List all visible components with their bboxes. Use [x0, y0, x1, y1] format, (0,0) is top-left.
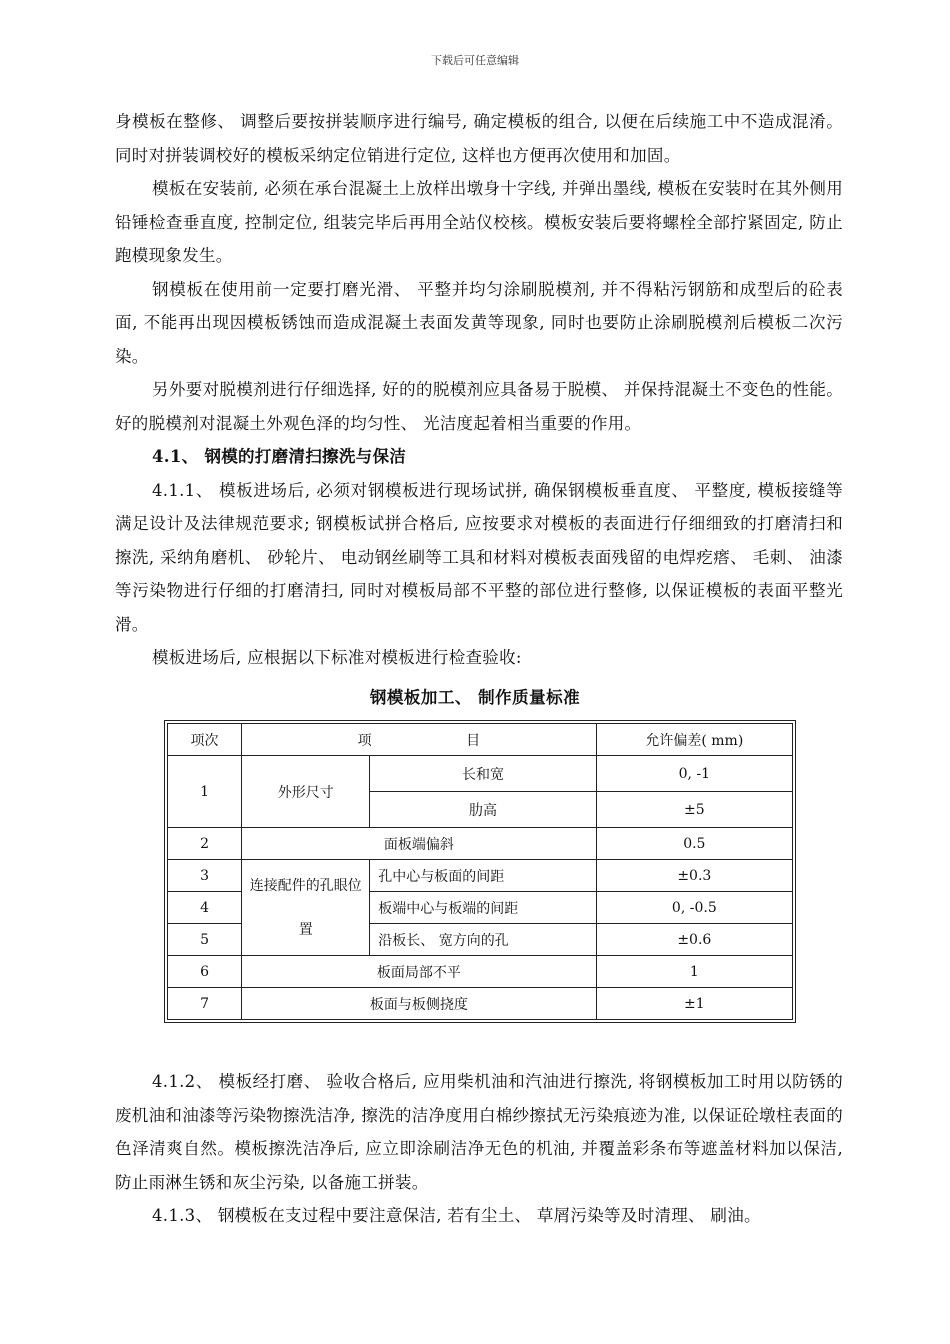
cell-tolerance: ±0.3 — [596, 860, 792, 892]
paragraph-4: 另外要对脱模剂进行仔细选择, 好的的脱模剂应具备易于脱模、 并保持混凝土不变色的性能。好的脱模剂对混凝土外观色泽的均匀性、 光洁度起着相当重要的作用。 — [115, 380, 843, 433]
header-tolerance: 允许偏差( mm) — [596, 724, 792, 756]
paragraph-1: 身模板在整修、 调整后要按拼装顺序进行编号, 确定模板的组合, 以便在后续施工中不造成混淆。同时对拼装调校好的模板采纳定位销进行定位, 这样也方便再次使用和加固。 — [115, 112, 843, 165]
paragraph-5: 4.1.1、 模板进场后, 必须对钢模板进行现场试拼, 确保钢模板垂直度、 平整度, 模板接缝等满足设计及法律规范要求; 钢模板试拼合格后, 应按要求对模板的表面进行仔细细致的打磨清扫和擦洗, 采纳角磨机、 砂轮片、 电动钢丝刷等工具和材料对模板表面残留的电焊疙瘩、 毛刺、 油漆等污染物进行仔细的打磨清扫, 同时对模板局部不平整的部位进行整修, 以保证模板的表面平整光滑。 — [115, 480, 843, 634]
section-heading: 4.1、 钢模的打磨清扫擦洗与保洁 — [152, 447, 407, 466]
cell-tolerance: 1 — [596, 956, 792, 988]
table-row — [168, 756, 793, 792]
cell-no: 3 — [168, 860, 242, 892]
cell-no: 1 — [168, 756, 242, 828]
paragraph-7: 4.1.2、 模板经打磨、 验收合格后, 应用柴机油和汽油进行擦洗, 将钢模板加工时用以防锈的废机油和油漆等污染物擦洗洁净, 擦洗的洁净度用白棉纱擦拭无污染痕迹为准, 以保证砼墩柱表面的色泽清爽自然。模板擦洗洁净后, 应立即涂刷洁净无色的机油, 并覆盖彩条布等遮盖材料加以保洁, 防止雨淋生锈和灰尘污染, 以备施工拼装。 — [115, 1072, 843, 1192]
cell-item: 板面局部不平 — [242, 956, 597, 988]
cell-item: 沿板长、 宽方向的孔 — [370, 924, 596, 956]
body-text-bottom — [115, 1065, 843, 1233]
cell-item: 板面与板侧挠度 — [242, 988, 597, 1020]
cell-item: 肋高 — [370, 792, 596, 828]
cell-no: 4 — [168, 892, 242, 924]
cell-tolerance: ±1 — [596, 988, 792, 1020]
page-header: 下载后可任意编辑 — [431, 54, 519, 67]
cell-tolerance: ±0.6 — [596, 924, 792, 956]
table-row — [168, 956, 793, 988]
table-row — [168, 828, 793, 860]
header-no: 项次 — [168, 724, 242, 756]
table-header-row — [168, 724, 793, 756]
cell-no: 5 — [168, 924, 242, 956]
table-row — [168, 988, 793, 1020]
cell-item: 孔中心与板面的间距 — [370, 860, 596, 892]
cell-group: 外形尺寸 — [242, 756, 370, 828]
table-title: 钢模板加工、 制作质量标准 — [369, 688, 581, 707]
cell-item: 板端中心与板端的间距 — [370, 892, 596, 924]
paragraph-6: 模板进场后, 应根据以下标准对模板进行检查验收: — [152, 648, 522, 667]
cell-group: 连接配件的孔眼位置 — [242, 860, 370, 956]
cell-item: 长和宽 — [370, 756, 596, 792]
paragraph-8: 4.1.3、 钢模板在支过程中要注意保洁, 若有尘土、 草屑污染等及时清理、 刷油。 — [152, 1206, 761, 1225]
cell-tolerance: 0, -1 — [596, 756, 792, 792]
cell-no: 6 — [168, 956, 242, 988]
body-text-top — [115, 105, 843, 675]
cell-tolerance: 0, -0.5 — [596, 892, 792, 924]
quality-table — [164, 720, 796, 1023]
cell-no: 7 — [168, 988, 242, 1020]
cell-no: 2 — [168, 828, 242, 860]
table-row — [168, 860, 793, 892]
header-item: 项 目 — [242, 724, 597, 756]
paragraph-3: 钢模板在使用前一定要打磨光滑、 平整并均匀涂刷脱模剂, 并不得粘污钢筋和成型后的砼表面, 不能再出现因模板锈蚀而造成混凝土表面发黄等现象, 同时也要防止涂刷脱模剂后模板二次污染。 — [115, 279, 843, 366]
cell-tolerance: 0.5 — [596, 828, 792, 860]
paragraph-2: 模板在安装前, 必须在承台混凝土上放样出墩身十字线, 并弹出墨线, 模板在安装时在其外侧用铅锤检查垂直度, 控制定位, 组装完毕后再用全站仪校核。模板安装后要将螺栓全部拧紧固定, 防止跑模现象发生。 — [115, 179, 843, 265]
cell-item: 面板端偏斜 — [242, 828, 597, 860]
cell-tolerance: ±5 — [596, 792, 792, 828]
